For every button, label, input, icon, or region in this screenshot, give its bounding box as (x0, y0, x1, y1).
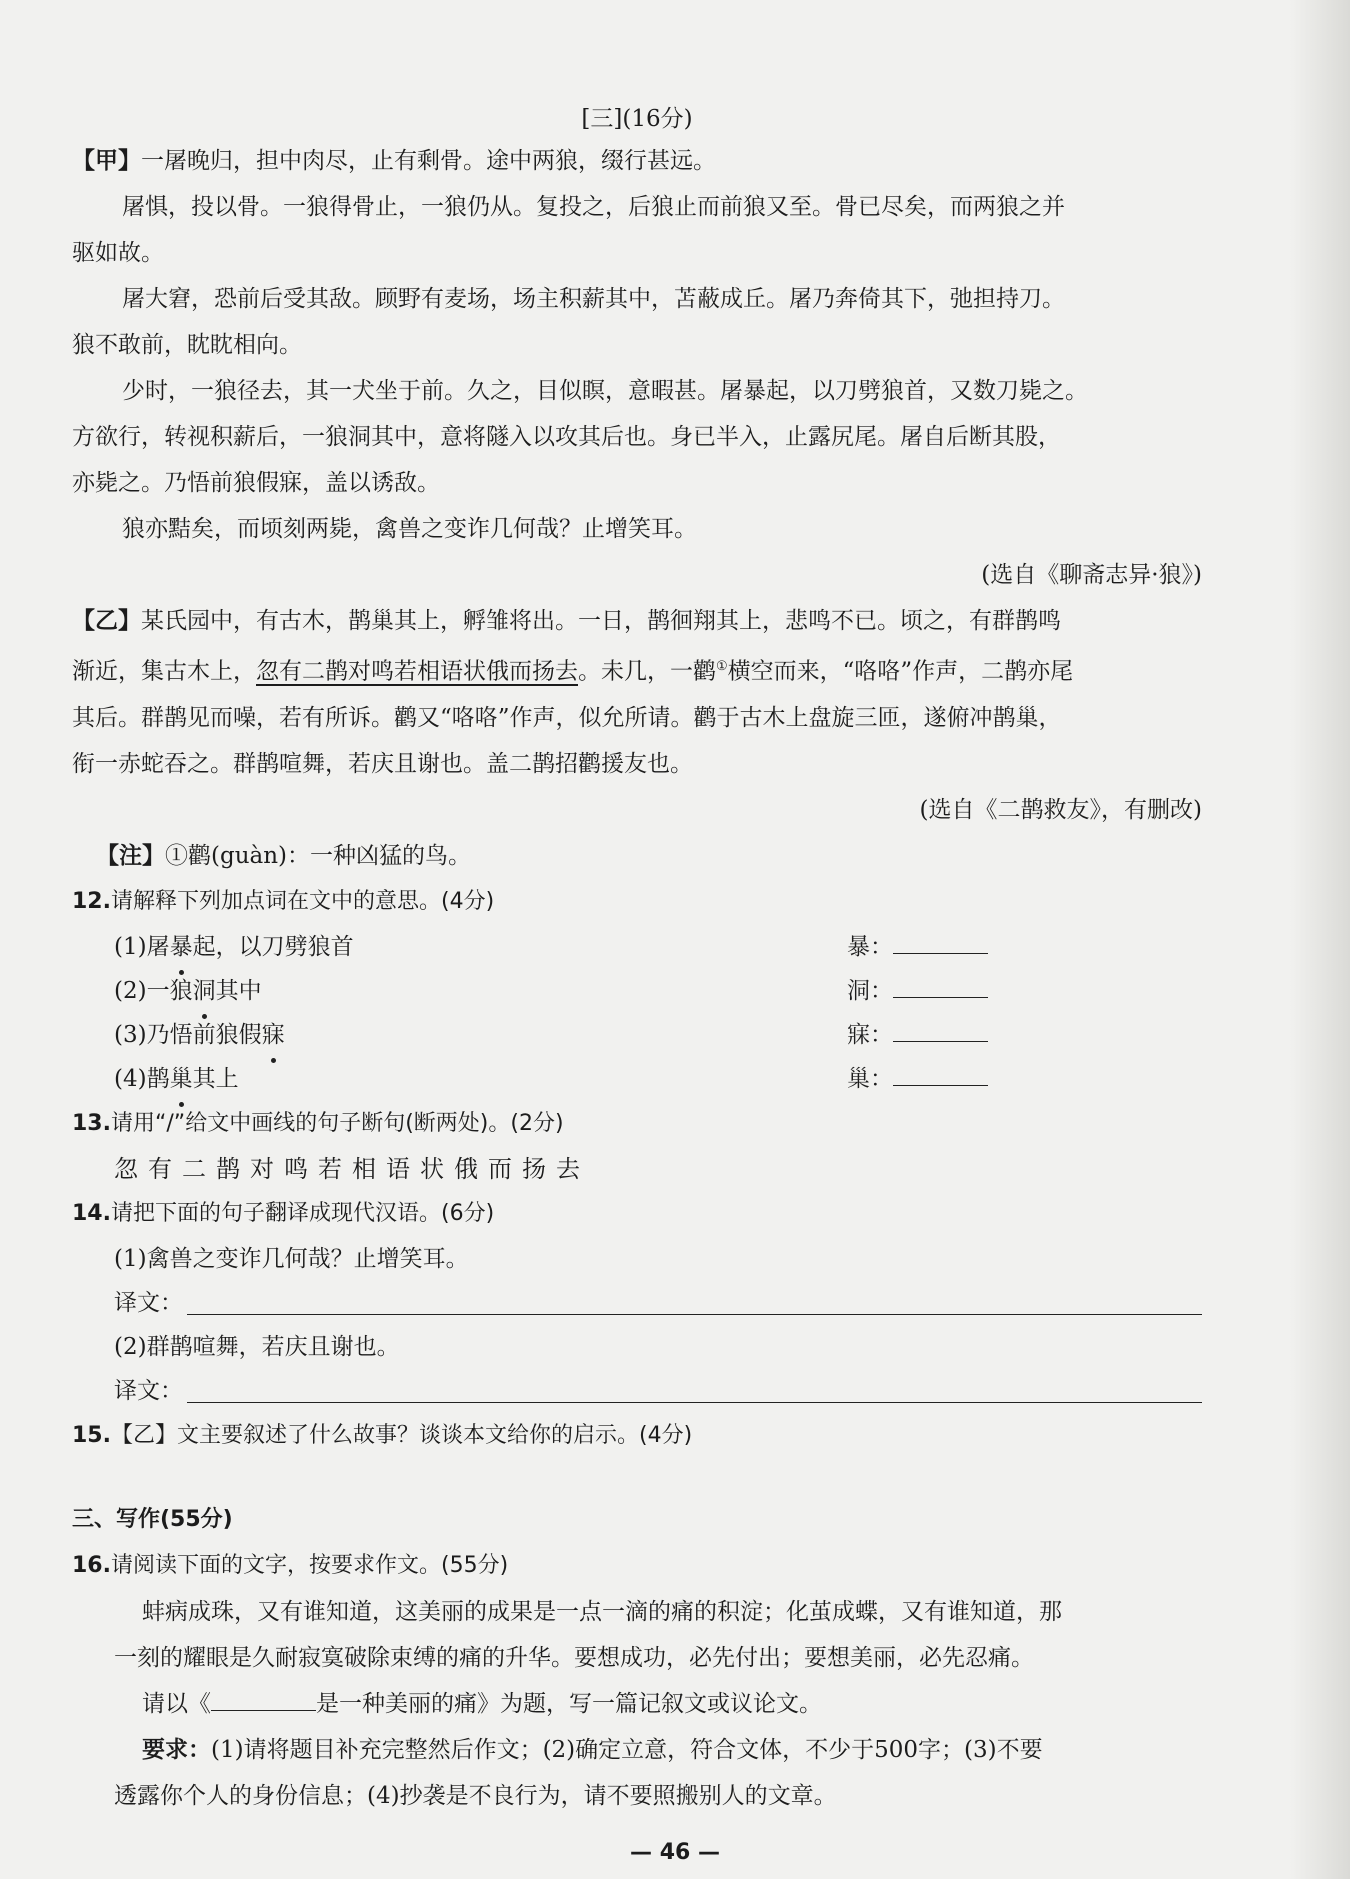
jia-label: 【甲】 (72, 147, 141, 174)
footnote-marker: ① (716, 659, 728, 674)
jia-paragraph-3a: 屠大窘，恐前后受其敌。顾野有麦场，场主积薪其中，苫蔽成丘。屠乃奔倚其下，弛担持刀。 (122, 286, 1065, 312)
page-edge-shadow (1290, 0, 1350, 1879)
q12-item-3-label: 寐： (847, 1021, 893, 1048)
q12-item-1-pre: (1)屠 (114, 933, 170, 960)
q14-translation-1-label: 译文： (114, 1289, 183, 1316)
q12-item-1-post: 起，以刀劈狼首 (192, 933, 354, 960)
jia-paragraph-2b: 驱如故。 (72, 240, 164, 266)
jia-paragraph-1 (72, 138, 1202, 184)
q12-answer-4-blank[interactable] (893, 1059, 988, 1086)
page-number: — 46 — (630, 1840, 720, 1865)
q12-item-4-pre: (4)鹊 (114, 1065, 170, 1092)
q12-answer-2-blank[interactable] (893, 971, 988, 998)
q16-requirements-text-1: (1)请将题目补充完整然后作文；(2)确定立意，符合文体，不少于500字；(3)不要 (211, 1736, 1043, 1763)
page-content (72, 96, 1202, 1819)
q12-item-3 (72, 1013, 1202, 1057)
q14-translation-2 (72, 1369, 1202, 1413)
q16-title-prompt (72, 1681, 1202, 1727)
q16-title-blank[interactable] (211, 1686, 316, 1711)
jia-paragraph-4a: 少时，一狼径去，其一犬坐于前。久之，目似瞑，意暇甚。屠暴起，以刀劈狼首，又数刀毙之。 (122, 378, 1088, 404)
note-text: ①鹳(guàn)：一种凶猛的鸟。 (165, 842, 472, 869)
q12-item-2-label: 洞： (847, 977, 893, 1004)
q14-translation-1 (72, 1281, 1202, 1325)
q16-material-line-1: 蚌病成珠，又有谁知道，这美丽的成果是一点一滴的痛的积淀；化茧成蝶，又有谁知道，那 (142, 1598, 1062, 1625)
question-16 (72, 1543, 1202, 1589)
question-13-number: 13. (72, 1110, 111, 1136)
q16-title-suffix: 是一种美丽的痛》为题，写一篇记叙文或议论文。 (316, 1690, 822, 1717)
q12-item-1-dotted-word: 暴 (170, 925, 193, 969)
q16-requirements-line-2: 透露你个人的身份信息；(4)抄袭是不良行为，请不要照搬别人的文章。 (114, 1782, 837, 1809)
yi-text-1: 某氏园中，有古木，鹊巢其上，孵雏将出。一日，鹊徊翔其上，悲鸣不已。顷之，有群鹊鸣 (141, 608, 1061, 634)
yi-text-2-post: 横空而来，“咯咯”作声，二鹊亦尾 (727, 658, 1074, 685)
jia-paragraph-5: 狼亦黠矣，而顷刻两毙，禽兽之变诈几何哉？止增笑耳。 (122, 516, 697, 542)
q14-sentence-2: (2)群鹊喧舞，若庆且谢也。 (114, 1333, 400, 1360)
question-12 (72, 879, 1202, 925)
question-15-text: 【乙】文主要叙述了什么故事？谈谈本文给你的启示。(4分) (110, 1422, 693, 1448)
yi-text-2-mid: 。未几，一鹳 (578, 658, 716, 685)
yi-line-3: 其后。群鹊见而噪，若有所诉。鹳又“咯咯”作声，似允所请。鹳于古木上盘旋三匝，遂俯冲鹊巢， (72, 704, 1062, 731)
q14-translation-2-line[interactable] (187, 1402, 1202, 1403)
q12-item-4-dotted-word: 巢 (170, 1057, 193, 1101)
q12-answer-3-blank[interactable] (893, 1015, 988, 1042)
yi-source: (选自《二鹊救友》，有删改) (919, 796, 1202, 823)
q16-material-line-2: 一刻的耀眼是久耐寂寞破除束缚的痛的升华。要想成功，必先付出；要想美丽，必先忍痛。 (114, 1644, 1034, 1671)
q12-answer-1-blank[interactable] (893, 927, 988, 954)
q14-sentence-1: (1)禽兽之变诈几何哉？止增笑耳。 (114, 1245, 469, 1272)
q16-requirements-label: 要求： (142, 1735, 211, 1763)
jia-source: (选自《聊斋志异·狼》) (981, 562, 1202, 588)
q16-title-prefix: 请以《 (142, 1690, 211, 1717)
jia-paragraph-4b: 方欲行，转视积薪后，一狼洞其中，意将隧入以攻其后也。身已半入，止露尻尾。屠自后断其股， (72, 424, 1061, 450)
yi-text-2-pre: 渐近，集古木上， (72, 658, 256, 685)
question-12-number: 12. (72, 888, 111, 914)
question-15 (72, 1413, 1202, 1459)
q16-requirements-line-1 (72, 1727, 1202, 1773)
question-12-text: 请解释下列加点词在文中的意思。(4分) (110, 888, 495, 914)
jia-paragraph-3b: 狼不敢前，眈眈相向。 (72, 332, 302, 358)
note (72, 833, 1202, 879)
q12-item-1-label: 暴： (847, 933, 893, 960)
yi-line-2 (72, 644, 1202, 695)
note-label: 【注】 (96, 841, 165, 869)
jia-paragraph-2a: 屠惧，投以骨。一狼得骨止，一狼仍从。复投之，后狼止而前狼又至。骨已尽矣，而两狼之并 (122, 194, 1065, 220)
q12-item-4-post: 其上 (192, 1065, 239, 1092)
q14-translation-2-label: 译文： (114, 1377, 183, 1404)
yi-line-1 (72, 598, 1202, 644)
q12-item-2-pre: (2)一狼 (114, 977, 193, 1004)
question-14-number: 14. (72, 1200, 111, 1226)
passage-header: [三](16分) (581, 106, 693, 132)
question-15-number: 15. (72, 1422, 111, 1448)
question-14-text: 请把下面的句子翻译成现代汉语。(6分) (110, 1200, 495, 1226)
q12-item-4-label: 巢： (847, 1065, 893, 1092)
q12-item-2 (72, 969, 1202, 1013)
question-13-text: 请用“/”给文中画线的句子断句(断两处)。(2分) (110, 1110, 564, 1136)
writing-section-title: 三、写作(55分) (72, 1506, 233, 1532)
q12-item-1 (72, 925, 1202, 969)
q12-item-4 (72, 1057, 1202, 1101)
q13-sentence-to-punctuate[interactable]: 忽有二鹊对鸣若相语状俄而扬去 (114, 1154, 590, 1183)
question-14 (72, 1191, 1202, 1237)
q12-item-2-post: 其中 (215, 977, 262, 1004)
q12-item-3-pre: (3)乃悟前狼假 (114, 1021, 262, 1048)
yi-line-4: 衔一赤蛇吞之。群鹊喧舞，若庆且谢也。盖二鹊招鹳援友也。 (72, 750, 693, 777)
q14-translation-1-line[interactable] (187, 1314, 1202, 1315)
jia-paragraph-4c: 亦毙之。乃悟前狼假寐，盖以诱敌。 (72, 470, 440, 496)
underlined-sentence: 忽有二鹊对鸣若相语状俄而扬去 (256, 658, 578, 685)
q12-item-2-dotted-word: 洞 (193, 969, 216, 1013)
q12-item-3-dotted-word: 寐 (262, 1013, 285, 1057)
question-16-number: 16. (72, 1552, 111, 1578)
question-13 (72, 1101, 1202, 1147)
jia-text-1: 一屠晚归，担中肉尽，止有剩骨。途中两狼，缀行甚远。 (141, 148, 716, 174)
yi-label: 【乙】 (72, 607, 141, 634)
question-16-text: 请阅读下面的文字，按要求作文。(55分) (110, 1552, 509, 1578)
